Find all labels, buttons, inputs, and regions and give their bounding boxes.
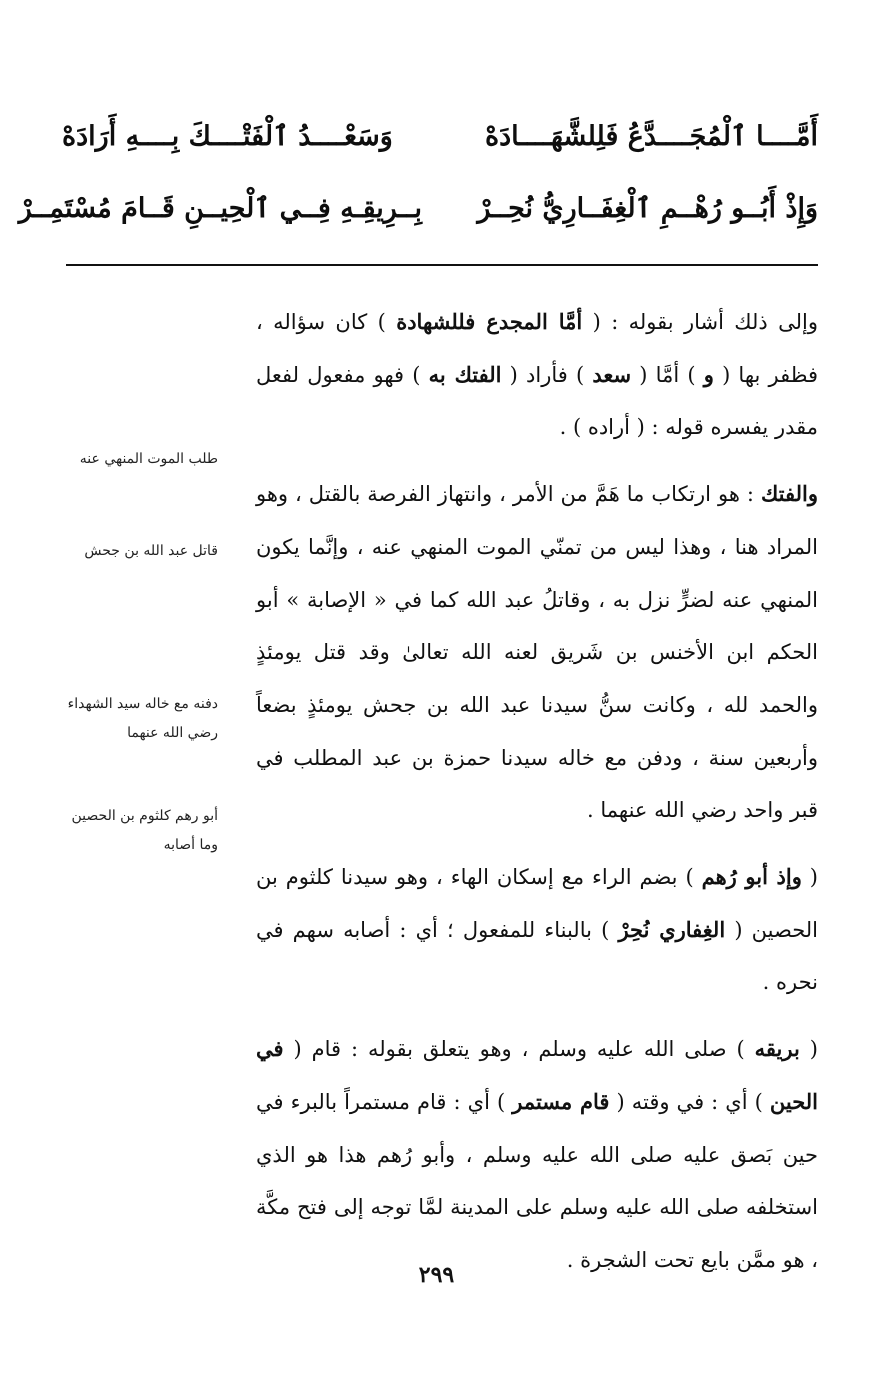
text: ( <box>809 865 818 890</box>
verse-line <box>18 172 818 244</box>
text: ) فهو مفعول لفعل مقدر يفسره قوله : ( أراده ) . <box>256 362 818 440</box>
quoted-term: الغِفاري نُحِرْ <box>618 916 726 942</box>
quoted-term: وإذ أبو رُهم <box>701 864 802 890</box>
verse-hemistich-first: وَإِذْ أَبُــو رُهْــمِ ٱلْغِفَــارِيُّ نُحِــرْ <box>477 192 818 224</box>
text: ) كان سؤاله ، فظفر بها ( <box>256 310 819 387</box>
commentary-body <box>256 296 818 1287</box>
quoted-term: الفتك به <box>428 361 502 387</box>
text: ) فأراد ( <box>509 362 585 387</box>
text: ) صلى الله عليه وسلم ، وهو يتعلق بقوله : قام ( <box>293 1037 745 1062</box>
quoted-term: في الحين <box>256 1036 818 1114</box>
quoted-term: والفتك <box>760 481 818 507</box>
quoted-term: قام مستمر <box>512 1088 610 1114</box>
quoted-term: سعد <box>592 361 632 387</box>
margin-note: أبو رهم كلثوم بن الحصين وما أصابه <box>71 808 218 853</box>
quoted-term: أمَّا المجدع فللشهادة <box>396 309 583 334</box>
text: ) بالبناء للمفعول ؛ أي : أصابه سهم في نحره . <box>256 917 818 995</box>
text: ) بضم الراء مع إسكان الهاء ، وهو سيدنا كلثوم بن الحصين ( <box>256 865 818 942</box>
margin-note: طلب الموت المنهي عنه <box>79 451 218 467</box>
text: ( <box>809 1037 818 1062</box>
quoted-term: بريقه <box>754 1036 800 1062</box>
verse-hemistich-second: وَسَعْــــدُ ٱلْفَتْــــكَ بِــــهِ أَرَادَهْ <box>62 120 393 152</box>
divider-rule <box>66 264 818 266</box>
commentary-paragraph <box>256 1023 818 1287</box>
page-number: ٢٩٩ <box>418 1262 455 1288</box>
margin-note: قاتل عبد الله بن جحش <box>84 543 218 559</box>
verse-line <box>62 100 818 172</box>
commentary-paragraph <box>256 468 818 837</box>
commentary-paragraph <box>256 851 818 1009</box>
text: ) أي : قام مستمراً بالبرء في حين بَصق عليه صلى الله عليه وسلم ، وأبو رُهم هذا هو الذي استخلفه صلى الله عليه وسلم على المدينة لمَّا توجه إلى فتح مكَّة ، هو ممَّن بايع تحت الشجرة . <box>256 1089 818 1272</box>
verse-hemistich-first: أَمَّــــا ٱلْمُجَــــدَّعُ فَلِلشَّهَــــادَهْ <box>485 120 818 152</box>
verse-block <box>18 100 818 244</box>
text: ) أمَّا ( <box>639 362 696 387</box>
commentary-paragraph <box>256 296 818 454</box>
margin-note: دفنه مع خاله سيد الشهداء رضي الله عنهما <box>67 696 218 741</box>
text: : هو ارتكاب ما هَمَّ من الأمر ، وانتهاز الفرصة بالقتل ، وهو المراد هنا ، وهذا ليس من تمنّي الموت المنهي عنه ، وإنَّما يكون المنهي عنه لضرٍّ نزل به ، وقاتلُ عبد الله كما في « الإصابة » أبو الحكم ابن الأخنس بن شَريق لعنه الله تعالىٰ وقد قتل يومئذٍ والحمد لله ، وكانت سنُّ سيدنا عبد الله بن جحش يومئذٍ بضعاً وأربعين سنة ، ودفن مع خاله سيدنا حمزة بن عبد المطلب في قبر واحد رضي الله عنهما . <box>256 482 818 823</box>
text: ) أي : في وقته ( <box>616 1089 763 1114</box>
text: وإلى ذلك أشار بقوله : ( <box>592 310 818 334</box>
verse-hemistich-second: بِــرِيقِـهِ فِــي ٱلْحِيــنِ قَــامَ مُسْتَمِــرْ <box>18 192 422 224</box>
quoted-term: و <box>703 361 714 387</box>
